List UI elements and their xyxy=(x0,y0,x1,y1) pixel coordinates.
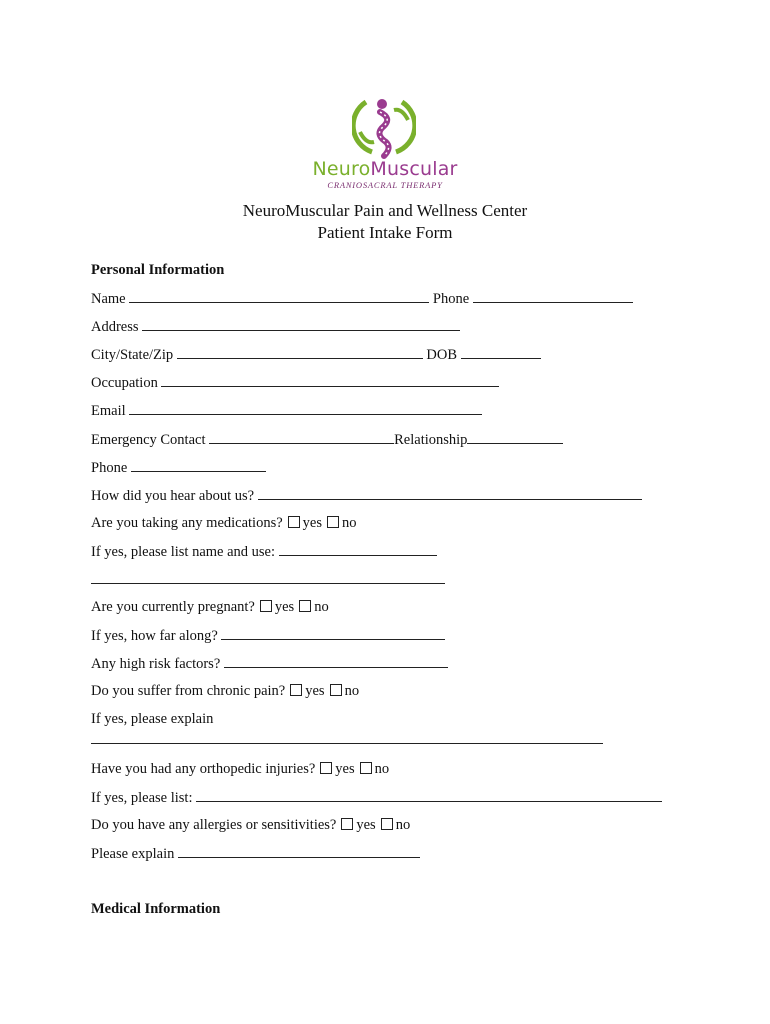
high-risk-row xyxy=(91,654,448,673)
medications-list-field-2[interactable] xyxy=(91,570,445,584)
brand-name: NeuroMuscular xyxy=(312,158,458,180)
heard-about-label: How did you hear about us? xyxy=(91,488,255,504)
medications-yes-checkbox[interactable] xyxy=(288,516,300,528)
pregnant-yes-checkbox[interactable] xyxy=(260,600,272,612)
allergies-no-checkbox[interactable] xyxy=(381,818,393,830)
no-label: no xyxy=(342,515,357,531)
heard-row xyxy=(91,486,642,505)
spine-logo-icon xyxy=(352,92,416,160)
phone2-field[interactable] xyxy=(131,458,266,472)
no-label: no xyxy=(374,761,390,777)
occupation-label: Occupation xyxy=(91,375,158,391)
name-row xyxy=(91,289,633,308)
center-name: NeuroMuscular Pain and Wellness Center xyxy=(242,201,528,220)
yes-label: yes xyxy=(274,599,295,615)
relationship-field[interactable] xyxy=(467,430,563,444)
address-row xyxy=(91,317,460,336)
city-row xyxy=(91,345,541,364)
ortho-question: Have you had any orthopedic injuries? xyxy=(91,761,316,777)
emergency-row xyxy=(91,430,563,449)
occupation-row xyxy=(91,373,499,392)
yes-label: yes xyxy=(356,817,376,833)
how-far-field[interactable] xyxy=(221,626,445,640)
explain-row xyxy=(91,710,213,728)
dob-label: DOB xyxy=(426,347,458,363)
allergies-question: Do you have any allergies or sensitivities? xyxy=(91,817,337,833)
no-label: no xyxy=(395,817,411,833)
city-state-zip-field[interactable] xyxy=(177,345,423,359)
medications-list-label: If yes, please list name and use: xyxy=(91,544,276,560)
pregnant-row xyxy=(91,598,329,616)
phone-label: Phone xyxy=(432,291,470,307)
please-explain-field[interactable] xyxy=(178,844,420,858)
chronic-pain-row xyxy=(91,682,359,700)
occupation-field[interactable] xyxy=(161,373,499,387)
phone-field[interactable] xyxy=(473,289,633,303)
pregnant-question: Are you currently pregnant? xyxy=(91,599,255,615)
section-medical-information: Medical Information xyxy=(91,901,221,917)
pregnant-no-checkbox[interactable] xyxy=(299,600,311,612)
ortho-list-label: If yes, please list: xyxy=(91,790,193,806)
explain-field-row xyxy=(91,730,603,749)
please-explain-label: Please explain xyxy=(91,846,175,862)
phone2-label: Phone xyxy=(91,460,128,476)
medications-no-checkbox[interactable] xyxy=(327,516,339,528)
chronic-pain-yes-checkbox[interactable] xyxy=(290,684,302,696)
ortho-row xyxy=(91,760,389,778)
medications-list-field[interactable] xyxy=(279,542,437,556)
logo xyxy=(300,92,470,194)
emergency-contact-label: Emergency Contact xyxy=(91,432,206,448)
address-label: Address xyxy=(91,319,139,335)
heard-about-field[interactable] xyxy=(258,486,642,500)
no-label: no xyxy=(314,599,329,615)
yes-label: yes xyxy=(302,515,323,531)
form-title: Patient Intake Form xyxy=(317,223,453,242)
email-row xyxy=(91,401,482,420)
how-far-label: If yes, how far along? xyxy=(91,628,218,644)
email-label: Email xyxy=(91,403,126,419)
yes-label: yes xyxy=(305,683,325,699)
section-personal-information: Personal Information xyxy=(91,262,225,278)
medications-question: Are you taking any medications? xyxy=(91,515,283,531)
yes-label: yes xyxy=(335,761,355,777)
allergies-yes-checkbox[interactable] xyxy=(341,818,353,830)
name-field[interactable] xyxy=(129,289,429,303)
phone2-row xyxy=(91,458,266,477)
ortho-list-row xyxy=(91,788,662,807)
medications-list-row2 xyxy=(91,570,445,589)
email-field[interactable] xyxy=(129,401,482,415)
please-explain-row xyxy=(91,844,420,863)
no-label: no xyxy=(344,683,360,699)
chronic-pain-question: Do you suffer from chronic pain? xyxy=(91,683,286,699)
allergies-row xyxy=(91,816,410,834)
ortho-list-field[interactable] xyxy=(196,788,662,802)
medications-list-row xyxy=(91,542,437,561)
name-label: Name xyxy=(91,291,126,307)
city-state-zip-label: City/State/Zip xyxy=(91,347,174,363)
emergency-contact-field[interactable] xyxy=(209,430,394,444)
explain-label: If yes, please explain xyxy=(91,711,214,727)
ortho-yes-checkbox[interactable] xyxy=(320,762,332,774)
high-risk-label: Any high risk factors? xyxy=(91,656,221,672)
address-field[interactable] xyxy=(142,317,460,331)
explain-field[interactable] xyxy=(91,730,603,744)
relationship-label: Relationship xyxy=(394,432,468,448)
chronic-pain-no-checkbox[interactable] xyxy=(330,684,342,696)
brand-tagline: CRANIOSACRAL THERAPY xyxy=(327,180,443,190)
ortho-no-checkbox[interactable] xyxy=(360,762,372,774)
how-far-row xyxy=(91,626,445,645)
dob-field[interactable] xyxy=(461,345,541,359)
medications-row xyxy=(91,514,357,532)
high-risk-field[interactable] xyxy=(224,654,448,668)
